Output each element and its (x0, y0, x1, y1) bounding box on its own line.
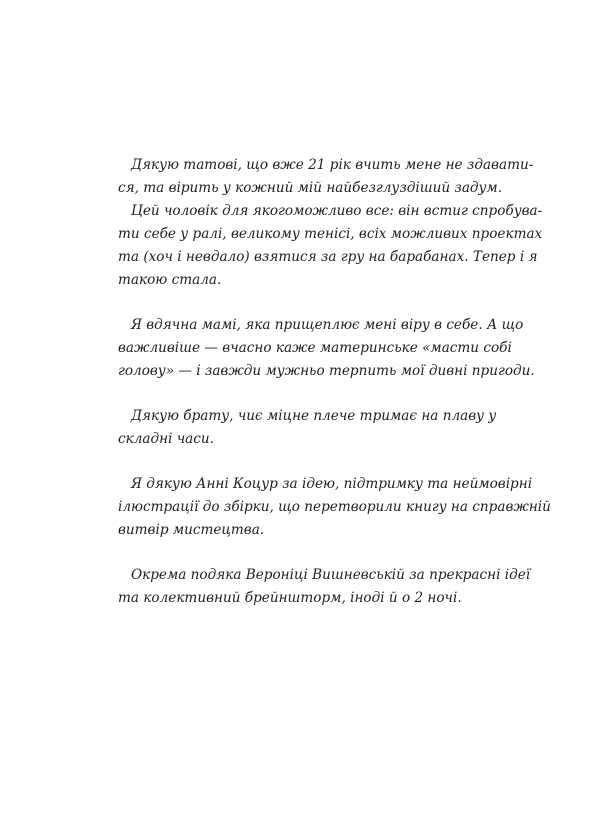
text-line: Окрема подяка Вероніці Вишневській за прекрасні ідеї (118, 567, 531, 583)
text-line: складні часи. (118, 431, 214, 447)
text-line: Я дякую Анні Коцур за ідею, підтримку та неймовірні (118, 476, 533, 492)
paragraph-special-thanks (118, 564, 531, 610)
text-line: ся, та вірить у кожний мій найбезглуздіший задум. (118, 180, 503, 196)
paragraph-illustrator (118, 473, 551, 542)
text-line: та колективний брейншторм, іноді й о 2 ночі. (118, 590, 462, 606)
text-line: важливіше — вчасно каже материнське «масти собі (118, 340, 512, 356)
text-line: ти себе у ралі, великому тенісі, всіх можливих проектах (118, 226, 543, 242)
paragraph-spacer (118, 383, 490, 405)
paragraph-brother (118, 405, 497, 451)
text-line: Дякую брату, чиє міцне плече тримає на плаву у (118, 408, 497, 424)
text-line: такою стала. (118, 272, 222, 288)
text-line: Я вдячна мамі, яка прищеплює мені віру в себе. А що (118, 317, 524, 333)
text-line: ілюстрації до збірки, що перетворили книгу на справжній (118, 499, 551, 515)
text-line: голову» — і завжди мужньо терпить мої дивні пригоди. (118, 363, 535, 379)
text-line: та (хоч і невдало) взятися за гру на барабанах. Тепер і я (118, 249, 538, 265)
paragraph-mother (118, 314, 535, 383)
acknowledgements-text (118, 154, 551, 610)
paragraph-father-continued (118, 200, 543, 292)
paragraph-spacer (118, 542, 490, 564)
paragraph-spacer (118, 451, 490, 473)
text-line: витвір мистецтва. (118, 522, 265, 538)
text-line: Дякую татові, що вже 21 рік вчить мене не здавати- (118, 157, 534, 173)
paragraph-spacer (118, 292, 490, 314)
paragraph-father (118, 154, 534, 200)
text-line: Цей чоловік для якогоможливо все: він встиг спробува- (118, 203, 543, 219)
